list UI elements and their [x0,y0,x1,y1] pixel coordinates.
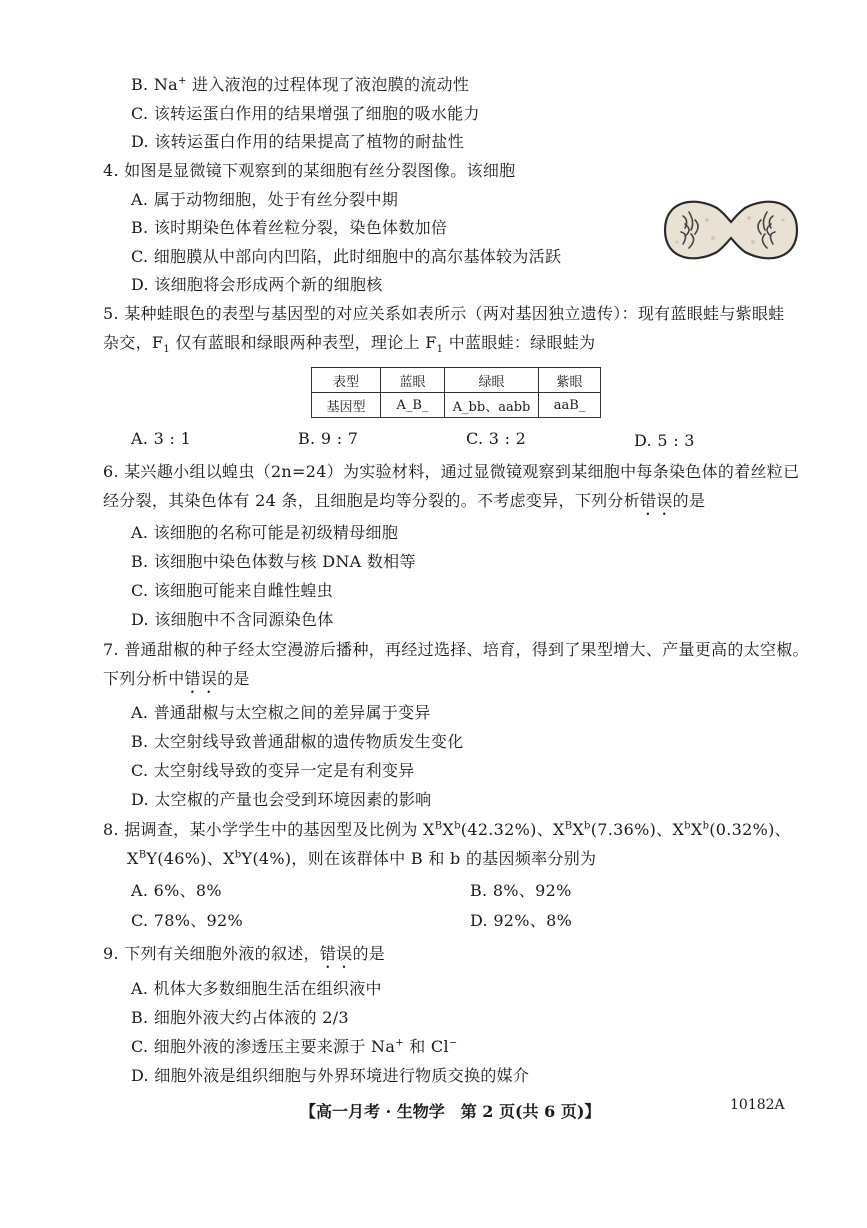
table-row [312,368,601,393]
q3-option-c: C. 该转运蛋白作用的结果增强了细胞的吸水能力 [131,104,480,123]
table-cell: aaB_ [539,393,601,418]
table-cell: 紫眼 [539,368,601,393]
q5-stem-line2: 杂交，$F_1$ 仅有蓝眼和绿眼两种表型，理论上 $F_1$ 中蓝眼蛙：绿眼蛙为 [103,333,596,356]
q4-option-c: C. 细胞膜从中部向内凹陷，此时细胞中的高尔基体较为活跃 [131,247,562,266]
q7-stem-line2: 下列分析中错误的是 [103,669,250,688]
q6-option-d: D. 该细胞中不含同源染色体 [131,610,334,629]
q5-option-c: C. 3 : 2 [466,429,527,448]
table-cell: 蓝眼 [381,368,445,393]
table-row [312,393,601,418]
q7-option-d: D. 太空椒的产量也会受到环境因素的影响 [131,790,432,809]
q5-option-a: A. 3 : 1 [131,429,192,448]
q4-option-d: D. 该细胞将会形成两个新的细胞核 [131,275,383,294]
exam-code: 10182A [730,1097,785,1113]
table-cell: 基因型 [312,393,381,418]
q4-option-a: A. 属于动物细胞，处于有丝分裂中期 [131,190,399,209]
q8-option-d: D. 92%、8% [470,911,573,930]
table-cell: A_B_ [381,393,445,418]
q8-stem-line2: $X^BY(46\%)$、$X^bY(4\%)$，则在该群体中 B 和 b 的基因频率分别为 [127,849,597,868]
q5-option-b: B. 9 : 7 [298,429,359,448]
table-cell: 表型 [312,368,381,393]
q5-stem-line1: 5. 某种蛙眼色的表型与基因型的对应关系如表所示（两对基因独立遗传）：现有蓝眼蛙与紫眼蛙 [103,304,785,323]
q8-option-a: A. 6%、8% [131,881,222,900]
page-footer: 【高一月考 · 生物学 第 2 页(共 6 页)】 [300,1102,601,1121]
q7-stem-line1: 7. 普通甜椒的种子经太空漫游后播种，再经过选择、培育，得到了果型增大、产量更高的太空椒。 [103,640,809,659]
q4-stem: 4. 如图是显微镜下观察到的某细胞有丝分裂图像。该细胞 [103,161,516,180]
q6-option-c: C. 该细胞可能来自雌性蝗虫 [131,581,334,600]
q6-option-a: A. 该细胞的名称可能是初级精母细胞 [131,523,399,542]
q7-option-c: C. 太空射线导致的变异一定是有利变异 [131,761,415,780]
q6-stem-line2: 经分裂，其染色体有 24 条，且细胞是均等分裂的。不考虑变异，下列分析错误的是 [103,491,706,510]
q8-option-b: B. 8%、92% [470,881,572,900]
q4-option-b: B. 该时期染色体着丝粒分裂，染色体数加倍 [131,218,448,237]
q5-option-d: D. 5 : 3 [634,431,695,450]
q9-stem: 9. 下列有关细胞外液的叙述，错误的是 [103,944,386,963]
q7-option-a: A. 普通甜椒与太空椒之间的差异属于变异 [131,703,431,722]
q3-option-d: D. 该转运蛋白作用的结果提高了植物的耐盐性 [131,132,465,151]
q8-stem-line1: 8. 据调查，某小学学生中的基因型及比例为 $X^BX^b(42.32\%)$、$X^BX^b(7.36\%)$、$X^bX^b(0.32\%)$、 [103,820,791,839]
q9-option-d: D. 细胞外液是组织细胞与外界环境进行物质交换的媒介 [131,1066,530,1085]
genotype-table [311,367,601,418]
q6-option-b: B. 该细胞中染色体数与核 DNA 数相等 [131,552,416,571]
mitosis-cell-figure [655,190,807,270]
table-cell: 绿眼 [445,368,539,393]
q9-option-c: C. 细胞外液的渗透压主要来源于 Na+ 和 Cl− [131,1037,458,1056]
table-cell: A_bb、aabb [445,393,539,418]
q7-option-b: B. 太空射线导致普通甜椒的遗传物质发生变化 [131,732,464,751]
q3-option-b: B. Na+ 进入液泡的过程体现了液泡膜的流动性 [131,75,470,94]
q9-option-a: A. 机体大多数细胞生活在组织液中 [131,979,382,998]
q8-option-c: C. 78%、92% [131,911,243,930]
q9-option-b: B. 细胞外液大约占体液的 2/3 [131,1008,349,1027]
q6-stem-line1: 6. 某兴趣小组以蝗虫（2n=24）为实验材料，通过显微镜观察到某细胞中每条染色体的着丝粒已 [103,462,800,481]
